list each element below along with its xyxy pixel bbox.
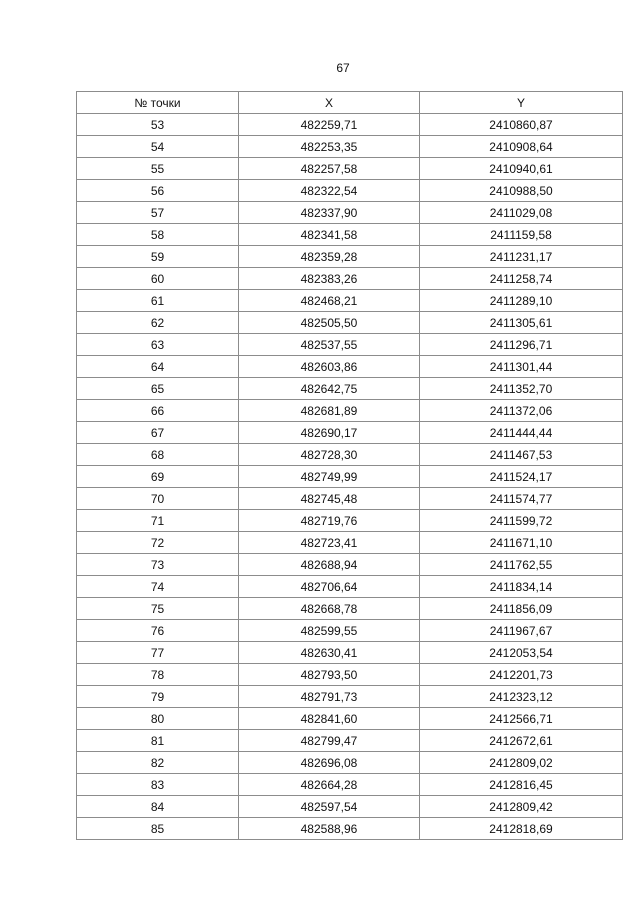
- cell-point-number: 63: [77, 334, 239, 356]
- cell-x: 482341,58: [239, 224, 420, 246]
- cell-x: 482688,94: [239, 554, 420, 576]
- table-row: [77, 576, 623, 598]
- cell-y: 2411352,70: [420, 378, 623, 400]
- table-row: [77, 356, 623, 378]
- cell-point-number: 55: [77, 158, 239, 180]
- cell-y: 2411524,17: [420, 466, 623, 488]
- cell-y: 2411296,71: [420, 334, 623, 356]
- table-row: [77, 796, 623, 818]
- cell-x: 482537,55: [239, 334, 420, 356]
- cell-y: 2411574,77: [420, 488, 623, 510]
- cell-point-number: 73: [77, 554, 239, 576]
- cell-x: 482793,50: [239, 664, 420, 686]
- cell-point-number: 76: [77, 620, 239, 642]
- cell-y: 2411301,44: [420, 356, 623, 378]
- cell-point-number: 78: [77, 664, 239, 686]
- table-row: [77, 708, 623, 730]
- table-row: [77, 180, 623, 202]
- table-row: [77, 488, 623, 510]
- cell-point-number: 84: [77, 796, 239, 818]
- cell-y: 2411834,14: [420, 576, 623, 598]
- cell-x: 482690,17: [239, 422, 420, 444]
- table-row: [77, 158, 623, 180]
- cell-y: 2411967,67: [420, 620, 623, 642]
- table-row: [77, 400, 623, 422]
- cell-x: 482728,30: [239, 444, 420, 466]
- cell-y: 2411762,55: [420, 554, 623, 576]
- table-row: [77, 136, 623, 158]
- cell-point-number: 53: [77, 114, 239, 136]
- cell-point-number: 68: [77, 444, 239, 466]
- table-row: [77, 224, 623, 246]
- header-x: X: [239, 92, 420, 114]
- table-row: [77, 818, 623, 840]
- cell-point-number: 74: [77, 576, 239, 598]
- cell-point-number: 83: [77, 774, 239, 796]
- cell-y: 2412672,61: [420, 730, 623, 752]
- cell-y: 2412053,54: [420, 642, 623, 664]
- cell-y: 2411372,06: [420, 400, 623, 422]
- cell-x: 482749,99: [239, 466, 420, 488]
- cell-y: 2411856,09: [420, 598, 623, 620]
- cell-point-number: 62: [77, 312, 239, 334]
- cell-y: 2412566,71: [420, 708, 623, 730]
- cell-x: 482257,58: [239, 158, 420, 180]
- cell-x: 482597,54: [239, 796, 420, 818]
- table-row: [77, 620, 623, 642]
- cell-x: 482259,71: [239, 114, 420, 136]
- cell-y: 2411467,53: [420, 444, 623, 466]
- cell-point-number: 77: [77, 642, 239, 664]
- cell-y: 2411289,10: [420, 290, 623, 312]
- cell-x: 482588,96: [239, 818, 420, 840]
- header-point-number: № точки: [77, 92, 239, 114]
- cell-x: 482322,54: [239, 180, 420, 202]
- table-row: [77, 444, 623, 466]
- table-body: [77, 114, 623, 840]
- table-header-row: [77, 92, 623, 114]
- cell-x: 482799,47: [239, 730, 420, 752]
- cell-point-number: 75: [77, 598, 239, 620]
- cell-y: 2412818,69: [420, 818, 623, 840]
- cell-point-number: 60: [77, 268, 239, 290]
- cell-y: 2412323,12: [420, 686, 623, 708]
- cell-point-number: 59: [77, 246, 239, 268]
- cell-x: 482681,89: [239, 400, 420, 422]
- cell-y: 2411258,74: [420, 268, 623, 290]
- cell-x: 482603,86: [239, 356, 420, 378]
- table-row: [77, 598, 623, 620]
- table-row: [77, 532, 623, 554]
- cell-y: 2411305,61: [420, 312, 623, 334]
- cell-y: 2410988,50: [420, 180, 623, 202]
- cell-x: 482359,28: [239, 246, 420, 268]
- cell-y: 2411444,44: [420, 422, 623, 444]
- cell-point-number: 65: [77, 378, 239, 400]
- cell-x: 482719,76: [239, 510, 420, 532]
- cell-point-number: 56: [77, 180, 239, 202]
- table-row: [77, 510, 623, 532]
- cell-x: 482505,50: [239, 312, 420, 334]
- cell-x: 482791,73: [239, 686, 420, 708]
- cell-y: 2410940,61: [420, 158, 623, 180]
- cell-point-number: 57: [77, 202, 239, 224]
- cell-x: 482630,41: [239, 642, 420, 664]
- cell-x: 482706,64: [239, 576, 420, 598]
- cell-y: 2411599,72: [420, 510, 623, 532]
- cell-x: 482383,26: [239, 268, 420, 290]
- table-row: [77, 378, 623, 400]
- cell-x: 482664,28: [239, 774, 420, 796]
- table-row: [77, 686, 623, 708]
- table-row: [77, 290, 623, 312]
- coordinates-table: [76, 91, 623, 840]
- cell-x: 482253,35: [239, 136, 420, 158]
- cell-point-number: 58: [77, 224, 239, 246]
- cell-x: 482723,41: [239, 532, 420, 554]
- cell-y: 2411231,17: [420, 246, 623, 268]
- cell-x: 482745,48: [239, 488, 420, 510]
- cell-y: 2412201,73: [420, 664, 623, 686]
- table-row: [77, 114, 623, 136]
- cell-point-number: 66: [77, 400, 239, 422]
- cell-point-number: 71: [77, 510, 239, 532]
- cell-point-number: 82: [77, 752, 239, 774]
- table-row: [77, 730, 623, 752]
- page-number: 67: [336, 61, 350, 75]
- table-row: [77, 268, 623, 290]
- cell-y: 2412809,42: [420, 796, 623, 818]
- table-row: [77, 422, 623, 444]
- cell-point-number: 70: [77, 488, 239, 510]
- table-row: [77, 466, 623, 488]
- cell-x: 482696,08: [239, 752, 420, 774]
- table-row: [77, 642, 623, 664]
- cell-x: 482642,75: [239, 378, 420, 400]
- cell-point-number: 81: [77, 730, 239, 752]
- cell-point-number: 79: [77, 686, 239, 708]
- cell-point-number: 85: [77, 818, 239, 840]
- header-y: Y: [420, 92, 623, 114]
- table-row: [77, 312, 623, 334]
- table-row: [77, 664, 623, 686]
- table-row: [77, 752, 623, 774]
- cell-point-number: 69: [77, 466, 239, 488]
- table-row: [77, 334, 623, 356]
- table-row: [77, 246, 623, 268]
- cell-point-number: 80: [77, 708, 239, 730]
- cell-x: 482599,55: [239, 620, 420, 642]
- cell-x: 482468,21: [239, 290, 420, 312]
- cell-point-number: 64: [77, 356, 239, 378]
- cell-point-number: 67: [77, 422, 239, 444]
- table-row: [77, 774, 623, 796]
- table-row: [77, 202, 623, 224]
- cell-x: 482668,78: [239, 598, 420, 620]
- cell-point-number: 61: [77, 290, 239, 312]
- cell-point-number: 54: [77, 136, 239, 158]
- cell-y: 2410860,87: [420, 114, 623, 136]
- cell-y: 2410908,64: [420, 136, 623, 158]
- cell-y: 2411159,58: [420, 224, 623, 246]
- cell-y: 2411671,10: [420, 532, 623, 554]
- cell-x: 482337,90: [239, 202, 420, 224]
- cell-x: 482841,60: [239, 708, 420, 730]
- cell-y: 2411029,08: [420, 202, 623, 224]
- cell-y: 2412809,02: [420, 752, 623, 774]
- cell-point-number: 72: [77, 532, 239, 554]
- table-row: [77, 554, 623, 576]
- cell-y: 2412816,45: [420, 774, 623, 796]
